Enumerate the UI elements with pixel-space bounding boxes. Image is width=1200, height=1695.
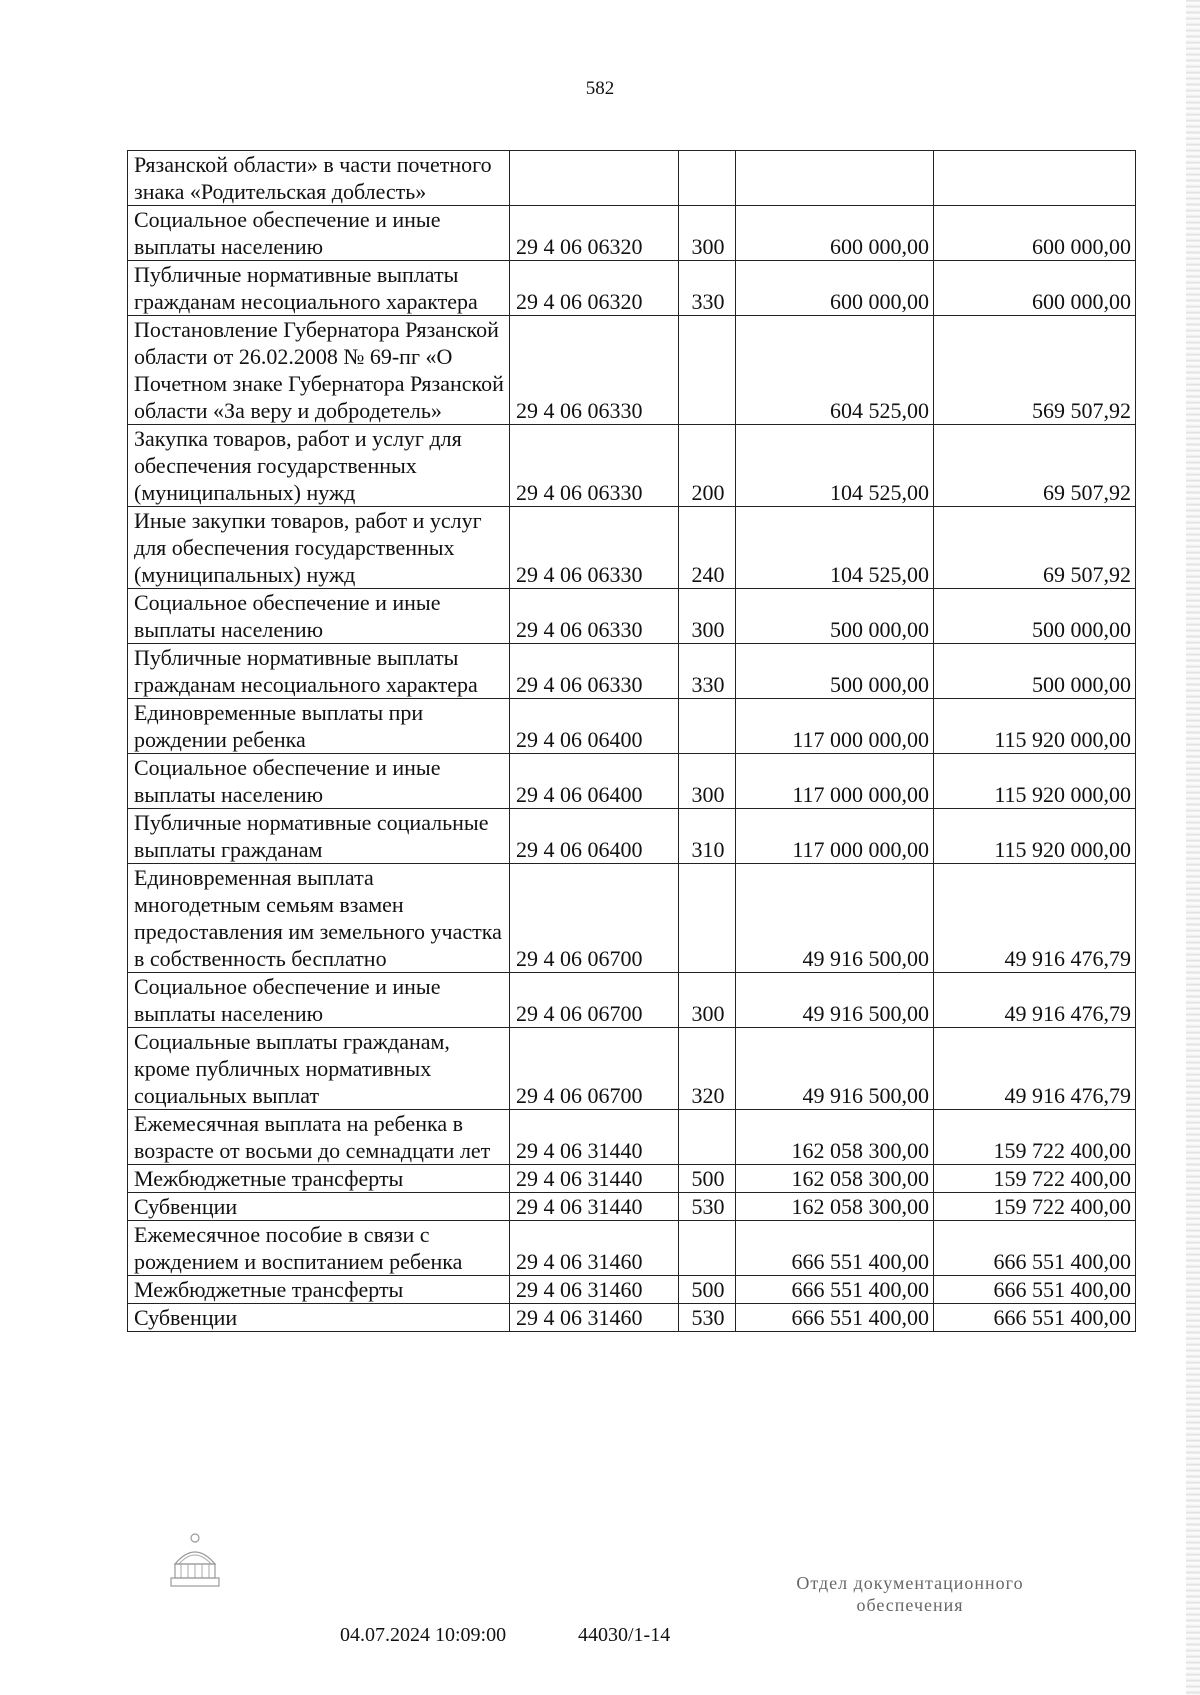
table-cell-vr (679, 1110, 736, 1165)
table-cell-vr: 240 (679, 507, 736, 589)
table-cell-csr: 29 4 06 31440 (510, 1165, 679, 1193)
table-cell-sum-executed: 600 000,00 (934, 261, 1136, 316)
table-row (128, 261, 1136, 316)
table-cell-name: Ежемесячное пособие в связи с рождением и воспитанием ребенка (128, 1221, 510, 1276)
table-cell-name: Социальное обеспечение и иные выплаты населению (128, 973, 510, 1028)
table-cell-sum-executed: 115 920 000,00 (934, 809, 1136, 864)
table-cell-vr: 310 (679, 809, 736, 864)
table-cell-sum-plan: 117 000 000,00 (736, 699, 934, 754)
table-cell-vr: 530 (679, 1304, 736, 1332)
table-cell-vr: 200 (679, 425, 736, 507)
table-cell-csr: 29 4 06 31440 (510, 1110, 679, 1165)
table-cell-vr: 500 (679, 1276, 736, 1304)
table-row (128, 589, 1136, 644)
table-cell-sum-executed: 49 916 476,79 (934, 864, 1136, 973)
table-cell-sum-plan: 604 525,00 (736, 316, 934, 425)
table-cell-vr (679, 864, 736, 973)
page-number: 582 (585, 78, 615, 99)
budget-table-body (128, 151, 1136, 1332)
table-cell-sum-executed: 500 000,00 (934, 644, 1136, 699)
table-cell-csr (510, 151, 679, 206)
table-cell-sum-plan (736, 151, 934, 206)
table-cell-name: Единовременные выплаты при рождении ребенка (128, 699, 510, 754)
table-cell-vr: 300 (679, 206, 736, 261)
table-cell-name: Межбюджетные трансферты (128, 1165, 510, 1193)
table-cell-sum-executed: 569 507,92 (934, 316, 1136, 425)
table-cell-sum-executed: 500 000,00 (934, 589, 1136, 644)
table-cell-sum-executed: 159 722 400,00 (934, 1165, 1136, 1193)
table-row (128, 151, 1136, 206)
table-cell-vr (679, 316, 736, 425)
table-row (128, 316, 1136, 425)
table-cell-sum-plan: 104 525,00 (736, 425, 934, 507)
table-cell-sum-executed (934, 151, 1136, 206)
table-row (128, 1193, 1136, 1221)
table-row (128, 1028, 1136, 1110)
table-cell-sum-plan: 117 000 000,00 (736, 754, 934, 809)
table-cell-sum-plan: 666 551 400,00 (736, 1221, 934, 1276)
table-cell-sum-executed: 49 916 476,79 (934, 973, 1136, 1028)
table-cell-name: Социальное обеспечение и иные выплаты населению (128, 589, 510, 644)
table-cell-sum-executed: 115 920 000,00 (934, 754, 1136, 809)
table-cell-csr: 29 4 06 31460 (510, 1276, 679, 1304)
table-cell-name: Субвенции (128, 1304, 510, 1332)
table-cell-name: Публичные нормативные социальные выплаты гражданам (128, 809, 510, 864)
table-cell-csr: 29 4 06 06330 (510, 425, 679, 507)
table-cell-csr: 29 4 06 06320 (510, 261, 679, 316)
table-cell-csr: 29 4 06 06700 (510, 1028, 679, 1110)
table-cell-vr: 530 (679, 1193, 736, 1221)
table-cell-vr (679, 151, 736, 206)
table-cell-csr: 29 4 06 06330 (510, 589, 679, 644)
table-cell-csr: 29 4 06 06330 (510, 507, 679, 589)
table-cell-name: Социальное обеспечение и иные выплаты населению (128, 754, 510, 809)
table-cell-sum-plan: 600 000,00 (736, 261, 934, 316)
table-cell-sum-plan: 500 000,00 (736, 644, 934, 699)
table-cell-name: Рязанской области» в части почетного знака «Родительская доблесть» (128, 151, 510, 206)
table-cell-sum-plan: 666 551 400,00 (736, 1276, 934, 1304)
table-cell-name: Публичные нормативные выплаты гражданам несоциального характера (128, 261, 510, 316)
table-row (128, 1110, 1136, 1165)
table-cell-sum-executed: 69 507,92 (934, 507, 1136, 589)
table-cell-name: Постановление Губернатора Рязанской области от 26.02.2008 № 69-пг «О Почетном знаке Губернатора Рязанской области «За веру и добродетель» (128, 316, 510, 425)
scan-edge-decoration (1186, 0, 1200, 1695)
table-cell-csr: 29 4 06 06400 (510, 809, 679, 864)
table-cell-sum-executed: 666 551 400,00 (934, 1221, 1136, 1276)
table-cell-sum-executed: 49 916 476,79 (934, 1028, 1136, 1110)
budget-table (127, 150, 1136, 1332)
footer-office-line2: обеспечения (856, 1595, 964, 1615)
table-cell-sum-executed: 666 551 400,00 (934, 1276, 1136, 1304)
footer-registration-number: 44030/1-14 (578, 1624, 671, 1646)
table-cell-vr (679, 699, 736, 754)
table-cell-csr: 29 4 06 06320 (510, 206, 679, 261)
table-row (128, 206, 1136, 261)
table-cell-vr (679, 1221, 736, 1276)
table-cell-sum-plan: 49 916 500,00 (736, 1028, 934, 1110)
table-cell-sum-plan: 600 000,00 (736, 206, 934, 261)
table-cell-csr: 29 4 06 06400 (510, 754, 679, 809)
table-cell-name: Социальные выплаты гражданам, кроме публичных нормативных социальных выплат (128, 1028, 510, 1110)
table-cell-name: Единовременная выплата многодетным семьям взамен предоставления им земельного участка в собственность бесплатно (128, 864, 510, 973)
table-cell-csr: 29 4 06 06700 (510, 973, 679, 1028)
table-cell-name: Ежемесячная выплата на ребенка в возрасте от восьми до семнадцати лет (128, 1110, 510, 1165)
table-cell-vr: 320 (679, 1028, 736, 1110)
table-cell-vr: 330 (679, 644, 736, 699)
table-cell-sum-plan: 104 525,00 (736, 507, 934, 589)
footer-datetime: 04.07.2024 10:09:00 (340, 1624, 507, 1646)
table-cell-sum-executed: 159 722 400,00 (934, 1110, 1136, 1165)
table-cell-sum-executed: 115 920 000,00 (934, 699, 1136, 754)
table-cell-name: Межбюджетные трансферты (128, 1276, 510, 1304)
table-cell-sum-executed: 666 551 400,00 (934, 1304, 1136, 1332)
table-cell-name: Иные закупки товаров, работ и услуг для обеспечения государственных (муниципальных) нужд (128, 507, 510, 589)
table-cell-name: Субвенции (128, 1193, 510, 1221)
table-cell-sum-plan: 500 000,00 (736, 589, 934, 644)
table-row (128, 699, 1136, 754)
table-row (128, 1165, 1136, 1193)
table-row (128, 1304, 1136, 1332)
footer-office-stamp (760, 1572, 1060, 1616)
table-row (128, 425, 1136, 507)
table-row (128, 1276, 1136, 1304)
table-row (128, 809, 1136, 864)
table-cell-vr: 300 (679, 754, 736, 809)
table-row (128, 644, 1136, 699)
table-cell-sum-plan: 162 058 300,00 (736, 1193, 934, 1221)
table-cell-name: Социальное обеспечение и иные выплаты населению (128, 206, 510, 261)
table-cell-csr: 29 4 06 06400 (510, 699, 679, 754)
table-cell-sum-executed: 69 507,92 (934, 425, 1136, 507)
table-row (128, 507, 1136, 589)
table-cell-sum-executed: 600 000,00 (934, 206, 1136, 261)
table-cell-csr: 29 4 06 06330 (510, 316, 679, 425)
coat-of-arms-icon (165, 1530, 225, 1597)
table-cell-vr: 300 (679, 589, 736, 644)
table-cell-name: Публичные нормативные выплаты гражданам несоциального характера (128, 644, 510, 699)
table-row (128, 1221, 1136, 1276)
table-row (128, 864, 1136, 973)
footer-office-line1: Отдел документационного (796, 1573, 1024, 1593)
table-row (128, 754, 1136, 809)
table-cell-sum-executed: 159 722 400,00 (934, 1193, 1136, 1221)
table-cell-csr: 29 4 06 31460 (510, 1221, 679, 1276)
table-cell-vr: 500 (679, 1165, 736, 1193)
table-cell-sum-plan: 49 916 500,00 (736, 973, 934, 1028)
table-cell-sum-plan: 117 000 000,00 (736, 809, 934, 864)
table-cell-csr: 29 4 06 31440 (510, 1193, 679, 1221)
table-cell-csr: 29 4 06 06700 (510, 864, 679, 973)
table-cell-sum-plan: 162 058 300,00 (736, 1110, 934, 1165)
table-cell-sum-plan: 162 058 300,00 (736, 1165, 934, 1193)
table-row (128, 973, 1136, 1028)
table-cell-csr: 29 4 06 31460 (510, 1304, 679, 1332)
table-cell-sum-plan: 49 916 500,00 (736, 864, 934, 973)
table-cell-csr: 29 4 06 06330 (510, 644, 679, 699)
table-cell-sum-plan: 666 551 400,00 (736, 1304, 934, 1332)
table-cell-name: Закупка товаров, работ и услуг для обеспечения государственных (муниципальных) нужд (128, 425, 510, 507)
table-cell-vr: 330 (679, 261, 736, 316)
table-cell-vr: 300 (679, 973, 736, 1028)
